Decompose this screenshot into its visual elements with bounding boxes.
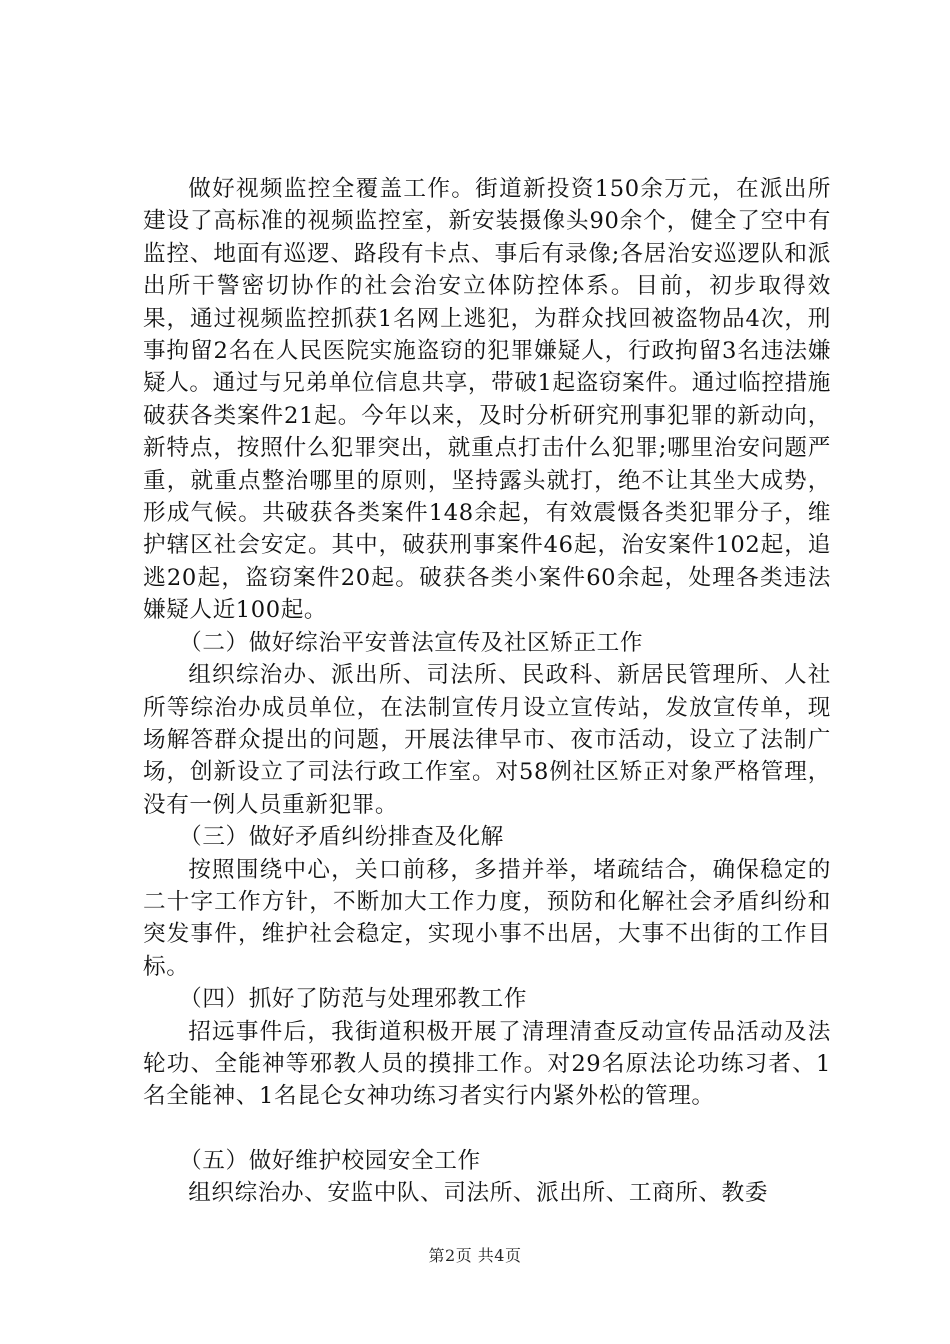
page-number-footer: 第2页 共4页 bbox=[428, 1246, 522, 1265]
document-body bbox=[143, 173, 831, 1210]
paragraph-campus-safety: 组织综治办、安监中队、司法所、派出所、工商所、教委 bbox=[188, 1180, 769, 1207]
section-heading-4: （四）抓好了防范与处理邪教工作 bbox=[179, 986, 528, 1013]
section-heading-2: （二）做好综治平安普法宣传及社区矫正工作 bbox=[179, 629, 644, 656]
paragraph-cult-prevention: 招远事件后，我街道积极开展了清理清查反动宣传品活动及法轮功、全能神等邪教人员的摸排工作。对29名原法论功练习者、1名全能神、1名昆仑女神功练习者实行内紧外松的管理。 bbox=[143, 1018, 831, 1110]
paragraph-dispute-resolution: 按照围绕中心，关口前移，多措并举，堵疏结合，确保稳定的二十字工作方针，不断加大工作力度，预防和化解社会矛盾纠纷和突发事件，维护社会稳定，实现小事不出居，大事不出街的工作目标。 bbox=[143, 856, 831, 980]
section-heading-5: （五）做好维护校园安全工作 bbox=[179, 1147, 481, 1174]
paragraph-gap bbox=[143, 1113, 831, 1145]
section-heading-3: （三）做好矛盾纠纷排查及化解 bbox=[179, 824, 504, 851]
paragraph-legal-publicity: 组织综治办、派出所、司法所、民政科、新居民管理所、人社所等综治办成员单位，在法制宣传月设立宣传站，发放宣传单，现场解答群众提出的问题，开展法律早市、夜市活动，设立了法制广场，创新设立了司法行政工作室。对58例社区矫正对象严格管理，没有一例人员重新犯罪。 bbox=[143, 662, 831, 818]
paragraph-video-surveillance: 做好视频监控全覆盖工作。街道新投资150余万元，在派出所建设了高标准的视频监控室，新安装摄像头90余个，健全了空中有监控、地面有巡逻、路段有卡点、事后有录像;各居治安巡逻队和派出所干警密切协作的社会治安立体防控体系。目前，初步取得效果，通过视频监控抓获1名网上逃犯，为群众找回被盗物品4次，刑事拘留2名在人民医院实施盗窃的犯罪嫌疑人，行政拘留3名违法嫌疑人。通过与兄弟单位信息共享，带破1起盗窃案件。通过临控措施破获各类案件21起。今年以来，及时分析研究刑事犯罪的新动向，新特点，按照什么犯罪突出，就重点打击什么犯罪;哪里治安问题严重，就重点整治哪里的原则，坚持露头就打，绝不让其坐大成势，形成气候。共破获各类案件148余起，有效震慑各类犯罪分子，维护辖区社会安定。其中，破获刑事案件46起，治安案件102起，追逃20起，盗窃案件20起。破获各类小案件60余起，处理各类违法嫌疑人近100起。 bbox=[143, 176, 831, 624]
